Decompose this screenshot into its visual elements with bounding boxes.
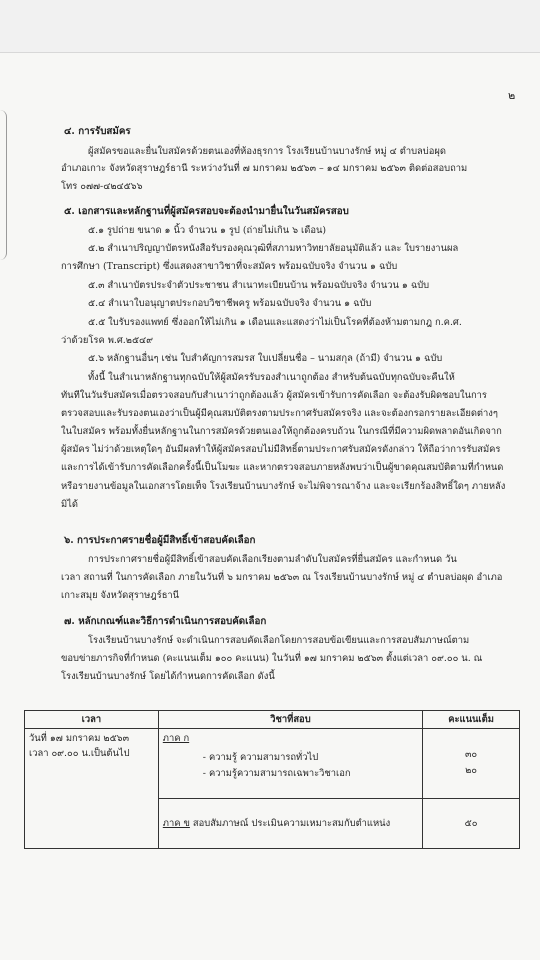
section-5-paragraph-line: ในใบสมัคร พร้อมทั้งยื่นหลักฐานในการสมัครด้วยตนเองให้ถูกต้องครบถ้วน ในกรณีที่มีความผิดพลาดอันเกิดจาก bbox=[61, 426, 502, 437]
section-7-title: ๗. หลักเกณฑ์และวิธีการดำเนินการสอบคัดเลือก bbox=[64, 616, 267, 627]
table-header-row bbox=[25, 711, 520, 729]
part-b-score: ๕๐ bbox=[464, 817, 478, 829]
section-5-line: ๕.๕ ใบรับรองแพทย์ ซึ่งออกให้ไม่เกิน ๑ เดือนและแสดงว่าไม่เป็นโรคที่ต้องห้ามตามกฎ ก.ค.ศ. bbox=[88, 317, 462, 328]
section-6-line: เวลา สถานที่ ในการคัดเลือก ภายในวันที่ ๖ มกราคม ๒๕๖๓ ณ โรงเรียนบ้านบางรักษ์ หมู่ ๔ ตำบลบ่อผุด อำเภอ bbox=[61, 572, 503, 583]
section-6-title: ๖. การประกาศรายชื่อผู้มีสิทธิ์เข้าสอบคัดเลือก bbox=[64, 535, 256, 546]
section-5-line: การศึกษา (Transcript) ซึ่งแสดงสาขาวิชาที่จะสมัคร พร้อมฉบับจริง จำนวน ๑ ฉบับ bbox=[61, 261, 398, 272]
header-subject: วิชาที่สอบ bbox=[158, 711, 422, 729]
section-5-line: ว่าด้วยโรค พ.ศ.๒๕๔๙ bbox=[61, 335, 154, 346]
section-5-line: ๕.๑ รูปถ่าย ขนาด ๑ นิ้ว จำนวน ๑ รูป (ถ่ายไม่เกิน ๖ เดือน) bbox=[88, 225, 327, 236]
part-b-cell bbox=[158, 799, 422, 849]
section-4-line: โทร ๐๗๗-๔๒๔๕๖๖ bbox=[61, 181, 143, 192]
header-score: คะแนนเต็ม bbox=[423, 711, 520, 729]
time-cell bbox=[25, 729, 159, 849]
section-5-paragraph-line: มิได้ bbox=[61, 499, 78, 510]
part-a-score-cell bbox=[423, 729, 520, 799]
section-5-paragraph-line: และการได้เข้ารับการคัดเลือกครั้งนี้เป็นโมฆะ และหากตรวจสอบภายหลังพบว่าเป็นผู้ขาดคุณสมบัติตามที่กำหนด bbox=[61, 462, 504, 473]
page-number: ๒ bbox=[508, 89, 516, 102]
time-start: เวลา ๐๙.๐๐ น.เป็นต้นไป bbox=[29, 748, 130, 759]
page-edge-marker bbox=[0, 110, 7, 260]
header-time: เวลา bbox=[25, 711, 159, 729]
exam-schedule-table bbox=[24, 710, 520, 849]
section-5-line: ๕.๔ สำเนาใบอนุญาตประกอบวิชาชีพครู พร้อมฉบับจริง จำนวน ๑ ฉบับ bbox=[88, 298, 372, 309]
part-a-label: ภาค ก bbox=[162, 733, 190, 744]
part-a-score: ๒๐ bbox=[465, 765, 477, 776]
part-a-score: ๓๐ bbox=[464, 749, 478, 760]
time-date: วันที่ ๑๗ มกราคม ๒๕๖๓ bbox=[29, 733, 130, 744]
part-b-text: สอบสัมภาษณ์ ประเมินความเหมาะสมกับตำแหน่ง bbox=[189, 818, 391, 829]
section-4-line: ผู้สมัครขอและยื่นใบสมัครด้วยตนเองที่ห้องธุรการ โรงเรียนบ้านบางรักษ์ หมู่ ๔ ตำบลบ่อผุด bbox=[88, 146, 446, 157]
section-7-line: ขอบข่ายภารกิจที่กำหนด (คะแนนเต็ม ๑๐๐ คะแนน) ในวันที่ ๑๗ มกราคม ๒๕๖๓ ตั้งแต่เวลา ๐๙.๐๐ น. ณ bbox=[61, 653, 483, 664]
table-row bbox=[25, 729, 520, 799]
section-6-line: การประกาศรายชื่อผู้มีสิทธิ์เข้าสอบคัดเลือกเรียงตามลำดับใบสมัครที่ยื่นสมัคร และกำหนด วัน bbox=[88, 554, 457, 565]
section-5-line: ๕.๖ หลักฐานอื่นๆ เช่น ใบสำคัญการสมรส ใบเปลี่ยนชื่อ – นามสกุล (ถ้ามี) จำนวน ๑ ฉบับ bbox=[88, 353, 443, 364]
section-7-line: โรงเรียนบ้านบางรักษ์ โดยได้กำหนดการคัดเลือก ดังนี้ bbox=[61, 671, 275, 682]
section-5-line: ๕.๓ สำเนาบัตรประจำตัวประชาชน สำเนาทะเบียนบ้าน พร้อมฉบับจริง จำนวน ๑ ฉบับ bbox=[88, 280, 430, 291]
section-6-line: เกาะสมุย จังหวัดสุราษฎร์ธานี bbox=[61, 590, 180, 601]
section-7-line: โรงเรียนบ้านบางรักษ์ จะดำเนินการสอบคัดเลือกโดยการสอบข้อเขียนและการสอบสัมภาษณ์ตาม bbox=[88, 635, 470, 646]
part-b-label: ภาค ข bbox=[162, 818, 190, 829]
section-5-title: ๕. เอกสารและหลักฐานที่ผู้สมัครสอบจะต้องนำมายื่นในวันสมัครสอบ bbox=[64, 206, 349, 217]
part-b-score-cell bbox=[423, 799, 520, 849]
section-4-title: ๔. การรับสมัคร bbox=[64, 126, 131, 137]
section-5-paragraph-line: หรือรายงานข้อมูลในเอกสารโดยเท็จ โรงเรียนบ้านบางรักษ์ จะไม่พิจารณาจ้าง และจะเรียกร้องสิทธิ์ใดๆ ภายหลัง bbox=[61, 481, 506, 492]
part-a-cell bbox=[158, 729, 422, 799]
section-5-paragraph-line: ผู้สมัคร ไม่ว่าด้วยเหตุใดๆ อันมีผลทำให้ผู้สมัครสอบไม่มีสิทธิ์ตามประกาศรับสมัครดังกล่าว ให้ถือว่าการรับสมัคร bbox=[61, 444, 501, 455]
section-5-paragraph-line: ทั้งนี้ ในสำเนาหลักฐานทุกฉบับให้ผู้สมัครรับรองสำเนาถูกต้อง สำหรับต้นฉบับทุกฉบับจะคืนให้ bbox=[88, 372, 455, 383]
viewer-top-bar bbox=[0, 0, 540, 53]
part-a-item: - ความรู้ ความสามารถทั่วไป bbox=[202, 752, 319, 763]
section-5-paragraph-line: ตรวจสอบและรับรองตนเองว่าเป็นผู้มีคุณสมบัติตรงตามประกาศรับสมัครจริง และจะต้องกรอกรายละเอียดต่างๆ bbox=[61, 408, 498, 419]
section-4-line: อำเภอเกาะ จังหวัดสุราษฎร์ธานี ระหว่างวันที่ ๗ มกราคม ๒๕๖๓ – ๑๔ มกราคม ๒๕๖๓ ติดต่อสอบถาม bbox=[61, 163, 468, 174]
section-5-line: ๕.๒ สำเนาปริญญาบัตรหนังสือรับรองคุณวุฒิที่สภามหาวิทยาลัยอนุมัติแล้ว และ ใบรายงานผล bbox=[88, 243, 459, 254]
part-a-item: - ความรู้ความสามารถเฉพาะวิชาเอก bbox=[202, 768, 351, 779]
section-5-paragraph-line: ทันทีในวันรับสมัครเมื่อตรวจสอบกับสำเนาว่าถูกต้องแล้ว ผู้สมัครเข้ารับการคัดเลือก จะต้องรับผิดชอบในการ bbox=[61, 390, 487, 401]
